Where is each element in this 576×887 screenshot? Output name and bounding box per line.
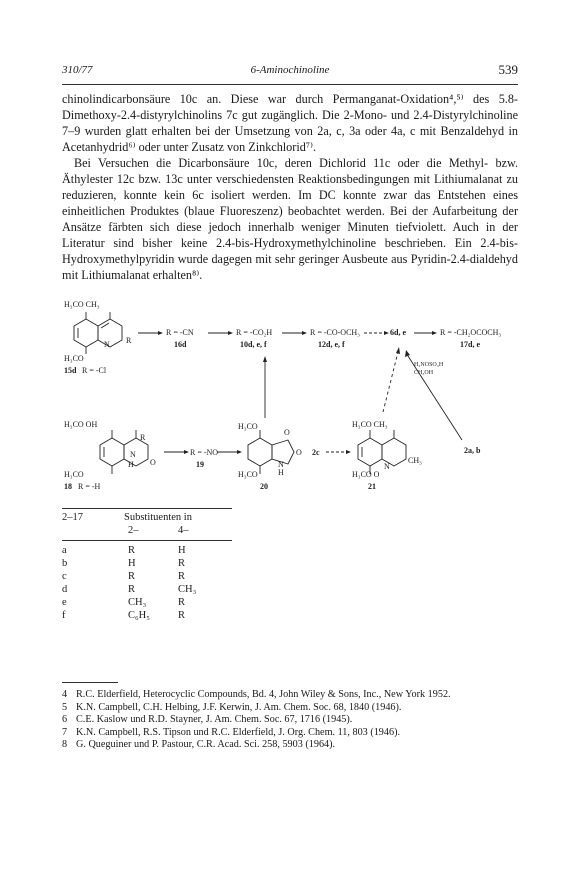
c21-sub-bot: H₃CO O xyxy=(352,470,380,479)
compound-18: 18 xyxy=(64,482,72,491)
table-row xyxy=(62,571,242,584)
table-cell-pos4: R xyxy=(178,571,186,582)
footnote-text: K.N. Campbell, R.S. Tipson und R.C. Elderfield, J. Org. Chem. 11, 803 (1946). xyxy=(76,726,401,738)
table-row xyxy=(62,610,242,623)
c21-sub-top: H₃CO CH₃ xyxy=(352,420,388,429)
table-head-pos4: 4– xyxy=(178,525,189,536)
compound-20: 20 xyxy=(260,482,268,491)
header-rule xyxy=(62,84,518,85)
table-cell-pos2: H xyxy=(128,558,136,569)
c20-h: H xyxy=(278,468,284,477)
footnote-text: G. Queguiner und P. Pastour, C.R. Acad. Sci. 258, 5903 (1964). xyxy=(76,739,336,750)
footnote xyxy=(62,689,518,702)
footnote-number: 4 xyxy=(62,689,68,700)
reagent-2: CH₃OH xyxy=(414,370,434,376)
c18-r: R xyxy=(140,433,146,442)
table-cell-pos2: R xyxy=(128,545,136,556)
compound-21: 21 xyxy=(368,482,376,491)
table-row xyxy=(62,545,242,558)
table-cell-pos4: CH₃ xyxy=(178,584,197,595)
table-header-row xyxy=(62,512,242,525)
footnote xyxy=(62,739,518,752)
c18-sub-top: H₃CO OH xyxy=(64,420,98,429)
journal-ref: 310/77 xyxy=(62,64,93,76)
c15-sub-bot: H₃CO xyxy=(64,354,84,363)
footnote xyxy=(62,727,518,740)
c21-ch3: CH₃ xyxy=(408,456,422,465)
c15-r: R xyxy=(126,336,132,345)
c20-sub-bot: H₃CO xyxy=(238,470,258,479)
footnote-number: 8 xyxy=(62,739,68,750)
paragraph-2: Bei Versuchen die Dicarbonsäure 10c, deren Dichlorid 11c oder die Methyl- bzw. Äthylester 12c bzw. 13c unter verschiedensten Reaktionsbedingungen mit Lithiumalanat zu reduzieren, konnte kein 6c isoliert werden. Im DC konnte zwar das Entstehen eines einheitlichen Produktes (blaue Fluoreszenz) beobachtet werden. Bei der Aufarbeitung der Ansätze färbten sich diese jedoch innerhalb weniger Minuten tiefviolett. Auch in der Literatur sind bisher keine 2.4-bis-Hydroxymethylchinoline beschrieben. Ein 2.4-bis-Hydroxymethylpyridin wurde dagegen mit sehr geringer Ausbeute aus Pyridin-2.4-dialdehyd mit Lithiumalanat erhalten⁸⁾. xyxy=(62,156,518,282)
table-body xyxy=(62,545,242,623)
compound-19: 19 xyxy=(196,460,204,469)
c20-o2: O xyxy=(296,448,302,457)
page-number: 539 xyxy=(498,62,518,77)
c20-o1: O xyxy=(284,428,290,437)
c20-n: N xyxy=(278,460,284,469)
footnote-list xyxy=(62,689,518,752)
substituent-table xyxy=(62,508,242,623)
table-head-pos2: 2– xyxy=(128,525,139,536)
table-cell-key: c xyxy=(62,571,67,582)
table-cell-key: a xyxy=(62,545,67,556)
running-title: 6-Aminochinoline xyxy=(250,64,330,76)
table-mid-rule xyxy=(62,540,232,541)
compound-2c: 2c xyxy=(312,448,320,457)
table-cell-pos4: R xyxy=(178,597,186,608)
c18-n: N xyxy=(130,450,136,459)
table-cell-pos2: C₆H₅ xyxy=(128,610,150,621)
table-cell-key: e xyxy=(62,597,67,608)
c18-h: H xyxy=(128,460,134,469)
compound-10def: 10d, e, f xyxy=(240,340,267,349)
table-cell-pos4: H xyxy=(178,545,186,556)
table-cell-key: d xyxy=(62,584,68,595)
c20-sub-top: H₃CO xyxy=(238,422,258,431)
ring-20-a xyxy=(248,438,272,466)
footnote-number: 7 xyxy=(62,726,68,738)
table-cell-key: f xyxy=(62,610,66,621)
body-text xyxy=(62,91,518,283)
footnote-number: 6 xyxy=(62,714,68,725)
table-cell-pos4: R xyxy=(178,558,186,569)
compound-15d: 15d xyxy=(64,366,77,375)
compound-12def: 12d, e, f xyxy=(318,340,345,349)
compound-2ab: 2a, b xyxy=(464,446,481,455)
label-cooch3: R = -CO-OCH₃ xyxy=(310,328,360,337)
table-row xyxy=(62,584,242,597)
reagent-1: H₂NOSO₃H xyxy=(414,362,444,368)
table-head-range: 2–17 xyxy=(62,512,83,523)
paragraph-1: chinolindicarbonsäure 10c an. Diese war durch Permanganat-Oxidation⁴,⁵⁾ des 5.8-Dimethoxy-2.4-distyrylchinolins 7c gut zugänglich. Die 2-Mono- und 2.4-Distyrylchinoline 7–9 wurden glatt erhalten bei der Umsetzung von 2a, c, 3a oder 4a, c mit Benzaldehyd in Acetanhydrid⁶⁾ oder unter Zusatz von Zinkchlorid⁷⁾. xyxy=(62,92,518,154)
table-subheader-row xyxy=(62,525,242,538)
c15-r-def: R = -Cl xyxy=(82,366,107,375)
table-cell-pos4: R xyxy=(178,610,186,621)
table-top-rule xyxy=(62,508,232,509)
footnote-text: R.C. Elderfield, Heterocyclic Compounds, Bd. 4, John Wiley & Sons, Inc., New York 1952. xyxy=(76,689,451,700)
compound-17de: 17d, e xyxy=(460,340,480,349)
c15-sub-top: H₃CO CH₃ xyxy=(64,300,100,309)
label-co2h: R = -CO₂H xyxy=(236,328,273,337)
c18-sub-bot: H₃CO xyxy=(64,470,84,479)
footnote-rule xyxy=(62,682,118,683)
label-cn: R = -CN xyxy=(166,328,194,337)
footnotes xyxy=(62,682,518,752)
label-ch2ococh3: R = -CH₂OCOCH₃ xyxy=(440,328,502,337)
reaction-scheme xyxy=(62,300,518,490)
table-cell-key: b xyxy=(62,558,68,569)
table-cell-pos2: R xyxy=(128,584,136,595)
table-row xyxy=(62,558,242,571)
c18-r-def: R = -H xyxy=(78,482,101,491)
footnote xyxy=(62,702,518,715)
ring-15-b xyxy=(98,319,122,347)
label-no: R = -NO xyxy=(190,448,219,457)
c21-n: N xyxy=(384,462,390,471)
footnote-text: C.E. Kaslow und R.D. Stayner, J. Am. Chem. Soc. 67, 1716 (1945). xyxy=(76,714,353,725)
table-cell-pos2: CH₃ xyxy=(128,597,147,608)
page-header xyxy=(62,62,518,80)
label-6de: 6d, e xyxy=(390,328,406,337)
footnote xyxy=(62,714,518,727)
c18-o: O xyxy=(150,458,156,467)
table-head-title: Substituenten in xyxy=(124,512,192,523)
table-cell-pos2: R xyxy=(128,571,136,582)
c15-n: N xyxy=(104,340,110,349)
compound-16d: 16d xyxy=(174,340,187,349)
footnote-number: 5 xyxy=(62,701,68,713)
footnote-text: K.N. Campbell, C.H. Helbing, J.F. Kerwin, J. Am. Chem. Soc. 68, 1840 (1946). xyxy=(76,701,402,713)
table-row xyxy=(62,597,242,610)
